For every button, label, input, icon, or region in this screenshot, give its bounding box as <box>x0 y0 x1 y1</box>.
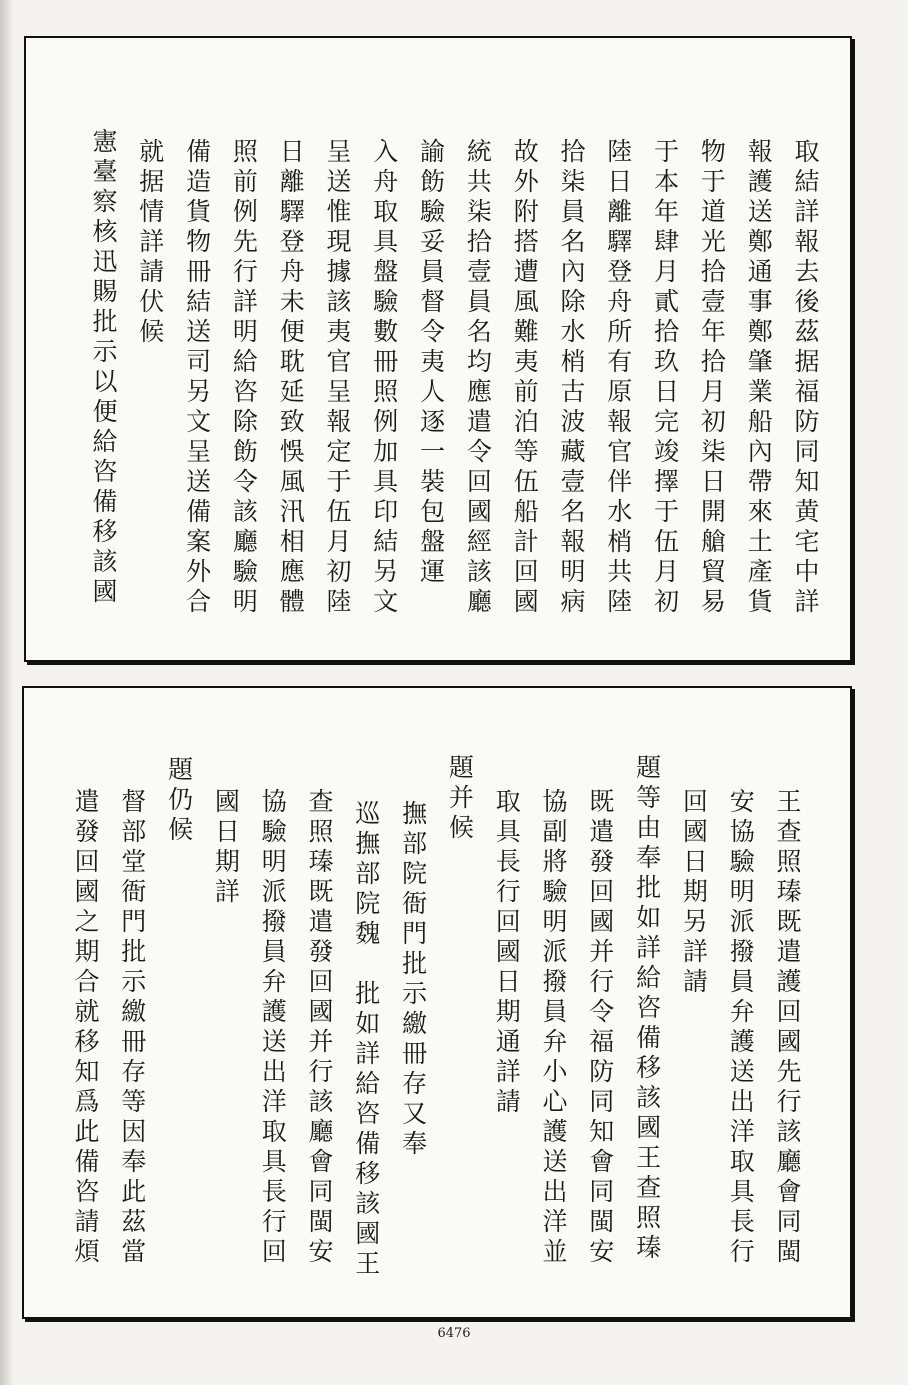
text-column: 取具長行回國日期通詳請 <box>492 788 522 1118</box>
text-column: 統共柒拾壹員名均應遣令回國經該廳 <box>463 138 493 618</box>
text-column: 王查照瑧既遣護回國先行該廳會同閩 <box>773 788 802 1268</box>
bottom-text-columns <box>24 688 850 1317</box>
text-column: 國日期詳 <box>211 788 241 908</box>
text-column: 于本年肆月貳拾玖日完竣擇于伍月初 <box>650 138 680 618</box>
page-number: 6476 <box>437 1326 471 1341</box>
top-text-panel <box>24 36 852 662</box>
top-text-columns <box>26 38 850 660</box>
bottom-text-panel <box>22 686 852 1319</box>
text-column: 報護送鄭通事鄭肇業船內帶來土產貨 <box>744 138 774 618</box>
text-column: 入舟取具盤驗數冊照例加具印結另文 <box>369 138 399 618</box>
text-column: 遣發回國之期合就移知爲此備咨請煩 <box>71 788 100 1268</box>
text-column: 查照瑧既遣發回國并行該廳會同閩安 <box>305 788 334 1268</box>
page-edge-shadow <box>0 0 14 1385</box>
text-column: 憲臺察核迅賜批示以便給咨備移該國 <box>89 128 118 608</box>
text-column: 陸日離驛登舟所有原報官伴水梢共陸 <box>603 138 633 618</box>
text-column: 物于道光拾壹年拾月初柒日開艙貿易 <box>697 138 727 618</box>
text-column: 拾柒員名內除水梢古波藏壹名報明病 <box>557 138 586 618</box>
text-column: 日離驛登舟未便耽延致悞風汛相應體 <box>276 138 306 618</box>
text-column: 題并候 <box>445 754 475 844</box>
text-column: 取結詳報去後茲据福防同知黄宅中詳 <box>791 138 820 618</box>
text-column: 督部堂衙門批示繳冊存等因奉此茲當 <box>117 788 147 1268</box>
text-column: 協副將驗明派撥員弁小心護送出洋並 <box>539 788 568 1268</box>
text-column: 協驗明派撥員弁護送出洋取具長行回 <box>258 788 288 1268</box>
text-column: 撫部院衙門批示繳冊存又奉 <box>398 800 428 1160</box>
text-column: 就据情詳請伏候 <box>135 138 165 348</box>
text-column: 諭飭驗妥員督令夷人逐一裝包盤運 <box>416 138 446 588</box>
text-column: 安協驗明派撥員弁護送出洋取具長行 <box>726 788 756 1268</box>
text-column: 備造貨物冊結送司另文呈送備案外合 <box>182 138 212 618</box>
text-column: 既遣發回國并行令福防同知會同閩安 <box>585 788 615 1268</box>
text-column: 題等由奉批如詳給咨備移該國王查照瑧 <box>632 754 662 1264</box>
text-column: 題仍候 <box>164 756 194 846</box>
text-column: 回國日期另詳請 <box>679 788 709 998</box>
text-column: 照前例先行詳明給咨除飭令該廳驗明 <box>229 138 259 618</box>
text-column: 故外附搭遭風難夷前泊等伍船計回國 <box>510 138 540 618</box>
text-column: 巡撫部院魏 批如詳給咨備移該國王 <box>351 800 381 1280</box>
text-column: 呈送惟現據該夷官呈報定于伍月初陸 <box>323 138 352 618</box>
